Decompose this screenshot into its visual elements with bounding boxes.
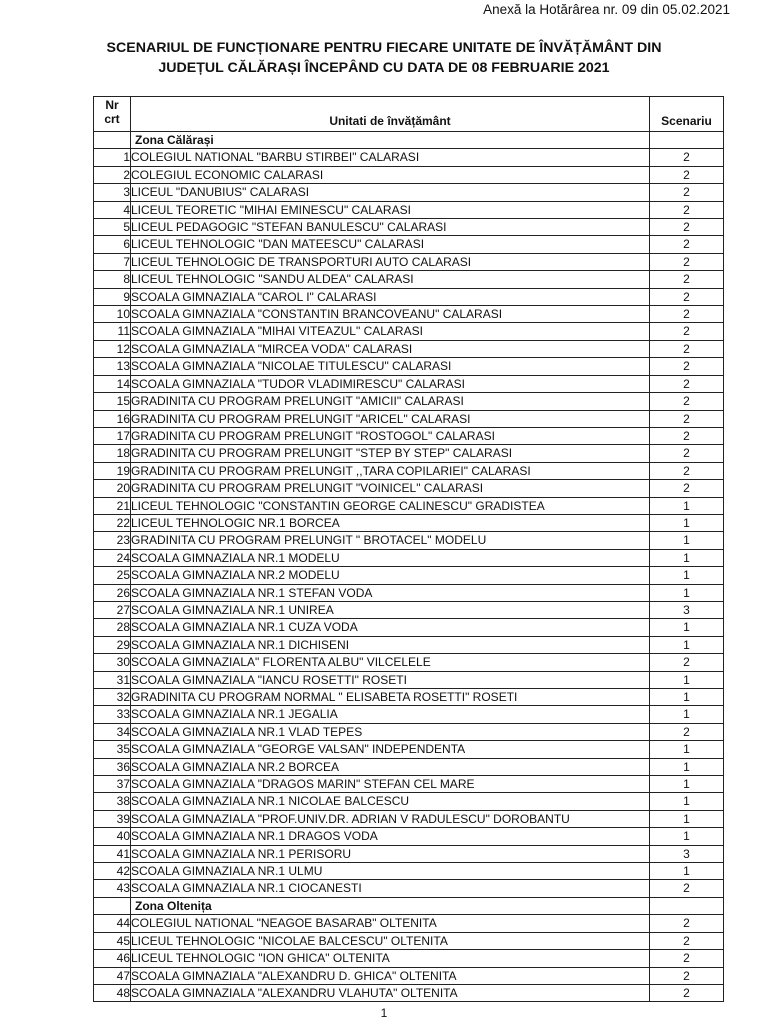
row-number: 19 xyxy=(94,462,131,479)
scenario-value: 2 xyxy=(650,410,724,427)
row-number: 23 xyxy=(94,532,131,549)
row-number: 32 xyxy=(94,689,131,706)
scenario-value: 2 xyxy=(650,950,724,967)
table-row xyxy=(94,184,724,201)
scenario-value: 2 xyxy=(650,236,724,253)
scenario-value: 2 xyxy=(650,219,724,236)
table-row xyxy=(94,671,724,688)
zone-scenario-cell xyxy=(650,132,724,149)
unit-name: SCOALA GIMNAZIALA "GEORGE VALSAN" INDEPENDENTA xyxy=(131,741,650,758)
table-row xyxy=(94,253,724,270)
row-number: 48 xyxy=(94,984,131,1001)
scenario-value: 2 xyxy=(650,445,724,462)
row-number: 10 xyxy=(94,306,131,323)
table-row xyxy=(94,149,724,166)
row-number: 35 xyxy=(94,741,131,758)
unit-name: GRADINITA CU PROGRAM PRELUNGIT "ROSTOGOL" CALARASI xyxy=(131,427,650,444)
unit-name: SCOALA GIMNAZIALA "PROF.UNIV.DR. ADRIAN V RADULESCU" DOROBANTU xyxy=(131,810,650,827)
table-row xyxy=(94,810,724,827)
scenario-value: 2 xyxy=(650,393,724,410)
scenario-value: 3 xyxy=(650,601,724,618)
unit-name: GRADINITA CU PROGRAM PRELUNGIT ,,TARA COPILARIEI" CALARASI xyxy=(131,462,650,479)
scenario-value: 1 xyxy=(650,549,724,566)
scenario-value: 2 xyxy=(650,288,724,305)
row-number: 37 xyxy=(94,776,131,793)
row-number: 21 xyxy=(94,497,131,514)
unit-name: COLEGIUL NATIONAL "NEAGOE BASARAB" OLTENITA xyxy=(131,915,650,932)
unit-name: SCOALA GIMNAZIALA "MIHAI VITEAZUL" CALARASI xyxy=(131,323,650,340)
row-number: 43 xyxy=(94,880,131,897)
unit-name: SCOALA GIMNAZIALA NR.1 NICOLAE BALCESCU xyxy=(131,793,650,810)
table-row xyxy=(94,723,724,740)
scenario-value: 1 xyxy=(650,532,724,549)
row-number: 42 xyxy=(94,863,131,880)
unit-name: GRADINITA CU PROGRAM PRELUNGIT "AMICII" CALARASI xyxy=(131,393,650,410)
scenario-value: 2 xyxy=(650,201,724,218)
table-row xyxy=(94,601,724,618)
scenario-value: 2 xyxy=(650,184,724,201)
table-row xyxy=(94,288,724,305)
row-number: 31 xyxy=(94,671,131,688)
unit-name: SCOALA GIMNAZIALA NR.1 CUZA VODA xyxy=(131,619,650,636)
scenario-value: 2 xyxy=(650,932,724,949)
table-row xyxy=(94,393,724,410)
zone-row xyxy=(94,897,724,914)
unit-name: SCOALA GIMNAZIALA" FLORENTA ALBU" VILCELELE xyxy=(131,654,650,671)
scenario-value: 2 xyxy=(650,306,724,323)
unit-name: SCOALA GIMNAZIALA NR.1 MODELU xyxy=(131,549,650,566)
unit-name: SCOALA GIMNAZIALA "DRAGOS MARIN" STEFAN CEL MARE xyxy=(131,776,650,793)
unit-name: GRADINITA CU PROGRAM PRELUNGIT "VOINICEL" CALARASI xyxy=(131,480,650,497)
unit-name: LICEUL TEHNOLOGIC "SANDU ALDEA" CALARASI xyxy=(131,271,650,288)
row-number: 16 xyxy=(94,410,131,427)
scenario-value: 2 xyxy=(650,654,724,671)
scenario-value: 1 xyxy=(650,776,724,793)
unit-name: LICEUL TEHNOLOGIC "ION GHICA" OLTENITA xyxy=(131,950,650,967)
table-row xyxy=(94,549,724,566)
scenario-value: 1 xyxy=(650,689,724,706)
unit-name: GRADINITA CU PROGRAM PRELUNGIT "ARICEL" CALARASI xyxy=(131,410,650,427)
row-number: 22 xyxy=(94,514,131,531)
row-number: 38 xyxy=(94,793,131,810)
scenario-value: 1 xyxy=(650,706,724,723)
row-number: 4 xyxy=(94,201,131,218)
row-number: 1 xyxy=(94,149,131,166)
header-scenario: Scenariu xyxy=(650,97,724,132)
table-row xyxy=(94,845,724,862)
row-number: 8 xyxy=(94,271,131,288)
scenario-value: 2 xyxy=(650,323,724,340)
row-number: 14 xyxy=(94,375,131,392)
table-row xyxy=(94,201,724,218)
scenario-value: 1 xyxy=(650,619,724,636)
table-row xyxy=(94,654,724,671)
table-row xyxy=(94,984,724,1001)
row-number: 41 xyxy=(94,845,131,862)
table-row xyxy=(94,306,724,323)
scenario-value: 1 xyxy=(650,810,724,827)
scenario-value: 2 xyxy=(650,915,724,932)
title-line-1: SCENARIUL DE FUNCȚIONARE PENTRU FIECARE UNITATE DE ÎNVĂȚĂMÂNT DIN xyxy=(106,40,662,56)
scenario-value: 1 xyxy=(650,863,724,880)
scenario-value: 2 xyxy=(650,358,724,375)
row-number: 20 xyxy=(94,480,131,497)
row-number: 9 xyxy=(94,288,131,305)
zone-name: Zona Oltenița xyxy=(131,897,650,914)
row-number: 36 xyxy=(94,758,131,775)
unit-name: LICEUL TEHNOLOGIC "CONSTANTIN GEORGE CALINESCU" GRADISTEA xyxy=(131,497,650,514)
row-number: 3 xyxy=(94,184,131,201)
scenario-value: 1 xyxy=(650,567,724,584)
table-row xyxy=(94,166,724,183)
unit-name: SCOALA GIMNAZIALA NR.1 PERISORU xyxy=(131,845,650,862)
unit-name: COLEGIUL ECONOMIC CALARASI xyxy=(131,166,650,183)
row-number: 15 xyxy=(94,393,131,410)
table-row xyxy=(94,967,724,984)
row-number: 44 xyxy=(94,915,131,932)
scenario-value: 2 xyxy=(650,427,724,444)
header-nr: Nr xyxy=(105,98,119,112)
table-row xyxy=(94,793,724,810)
unit-name: SCOALA GIMNAZIALA "ALEXANDRU D. GHICA" OLTENITA xyxy=(131,967,650,984)
row-number: 6 xyxy=(94,236,131,253)
unit-name: LICEUL TEORETIC "MIHAI EMINESCU" CALARASI xyxy=(131,201,650,218)
table-row xyxy=(94,271,724,288)
scenario-value: 2 xyxy=(650,462,724,479)
scenario-value: 1 xyxy=(650,793,724,810)
unit-name: SCOALA GIMNAZIALA "ALEXANDRU VLAHUTA" OLTENITA xyxy=(131,984,650,1001)
scenario-value: 1 xyxy=(650,741,724,758)
unit-name: SCOALA GIMNAZIALA NR.1 STEFAN VODA xyxy=(131,584,650,601)
table-row xyxy=(94,619,724,636)
scenario-value: 2 xyxy=(650,480,724,497)
table-row xyxy=(94,497,724,514)
row-number: 27 xyxy=(94,601,131,618)
unit-name: SCOALA GIMNAZIALA NR.2 MODELU xyxy=(131,567,650,584)
row-number: 24 xyxy=(94,549,131,566)
scenario-value: 1 xyxy=(650,671,724,688)
table-row xyxy=(94,358,724,375)
zone-nr-cell xyxy=(94,132,131,149)
row-number: 47 xyxy=(94,967,131,984)
table-row xyxy=(94,480,724,497)
zone-name: Zona Călărași xyxy=(131,132,650,149)
scenario-value: 2 xyxy=(650,166,724,183)
zone-nr-cell xyxy=(94,897,131,914)
row-number: 40 xyxy=(94,828,131,845)
unit-name: LICEUL "DANUBIUS" CALARASI xyxy=(131,184,650,201)
row-number: 46 xyxy=(94,950,131,967)
table-row xyxy=(94,828,724,845)
scenario-value: 1 xyxy=(650,514,724,531)
scenario-value: 2 xyxy=(650,149,724,166)
units-table xyxy=(93,96,724,1002)
unit-name: SCOALA GIMNAZIALA "CAROL I" CALARASI xyxy=(131,288,650,305)
table-header-row xyxy=(94,97,724,132)
row-number: 25 xyxy=(94,567,131,584)
scenario-value: 3 xyxy=(650,845,724,862)
row-number: 2 xyxy=(94,166,131,183)
unit-name: SCOALA GIMNAZIALA "TUDOR VLADIMIRESCU" CALARASI xyxy=(131,375,650,392)
table-row xyxy=(94,532,724,549)
table-row xyxy=(94,758,724,775)
table-row xyxy=(94,427,724,444)
scenario-value: 2 xyxy=(650,375,724,392)
unit-name: GRADINITA CU PROGRAM PRELUNGIT "STEP BY STEP" CALARASI xyxy=(131,445,650,462)
scenario-value: 1 xyxy=(650,497,724,514)
table-row xyxy=(94,375,724,392)
table-row xyxy=(94,706,724,723)
scenario-value: 2 xyxy=(650,967,724,984)
table-row xyxy=(94,776,724,793)
table-row xyxy=(94,915,724,932)
unit-name: SCOALA GIMNAZIALA "CONSTANTIN BRANCOVEANU" CALARASI xyxy=(131,306,650,323)
table-row xyxy=(94,445,724,462)
table-row xyxy=(94,880,724,897)
header-crt: crt xyxy=(104,112,120,126)
unit-name: SCOALA GIMNAZIALA NR.1 DICHISENI xyxy=(131,636,650,653)
row-number: 28 xyxy=(94,619,131,636)
row-number: 34 xyxy=(94,723,131,740)
table-row xyxy=(94,741,724,758)
unit-name: SCOALA GIMNAZIALA NR.2 BORCEA xyxy=(131,758,650,775)
unit-name: SCOALA GIMNAZIALA NR.1 VLAD TEPES xyxy=(131,723,650,740)
scenario-value: 2 xyxy=(650,253,724,270)
row-number: 18 xyxy=(94,445,131,462)
unit-name: LICEUL TEHNOLOGIC DE TRANSPORTURI AUTO CALARASI xyxy=(131,253,650,270)
scenario-value: 1 xyxy=(650,828,724,845)
row-number: 5 xyxy=(94,219,131,236)
unit-name: LICEUL TEHNOLOGIC "NICOLAE BALCESCU" OLTENITA xyxy=(131,932,650,949)
table-row xyxy=(94,689,724,706)
row-number: 12 xyxy=(94,340,131,357)
table-row xyxy=(94,567,724,584)
document-title xyxy=(60,38,708,78)
row-number: 45 xyxy=(94,932,131,949)
scenario-value: 1 xyxy=(650,584,724,601)
scenario-value: 2 xyxy=(650,984,724,1001)
row-number: 29 xyxy=(94,636,131,653)
unit-name: LICEUL PEDAGOGIC "STEFAN BANULESCU" CALARASI xyxy=(131,219,650,236)
table-row xyxy=(94,219,724,236)
unit-name: SCOALA GIMNAZIALA NR.1 ULMU xyxy=(131,863,650,880)
table-row xyxy=(94,323,724,340)
table-row xyxy=(94,932,724,949)
scenario-value: 2 xyxy=(650,340,724,357)
scenario-value: 2 xyxy=(650,880,724,897)
row-number: 30 xyxy=(94,654,131,671)
row-number: 33 xyxy=(94,706,131,723)
unit-name: SCOALA GIMNAZIALA "NICOLAE TITULESCU" CALARASI xyxy=(131,358,650,375)
unit-name: GRADINITA CU PROGRAM NORMAL " ELISABETA ROSETTI" ROSETI xyxy=(131,689,650,706)
table-row xyxy=(94,514,724,531)
scenario-value: 2 xyxy=(650,271,724,288)
table-row xyxy=(94,636,724,653)
row-number: 39 xyxy=(94,810,131,827)
row-number: 17 xyxy=(94,427,131,444)
unit-name: LICEUL TEHNOLOGIC NR.1 BORCEA xyxy=(131,514,650,531)
scenario-value: 1 xyxy=(650,758,724,775)
unit-name: SCOALA GIMNAZIALA "MIRCEA VODA" CALARASI xyxy=(131,340,650,357)
table-row xyxy=(94,462,724,479)
unit-name: SCOALA GIMNAZIALA NR.1 UNIREA xyxy=(131,601,650,618)
title-line-2: JUDEȚUL CĂLĂRAȘI ÎNCEPÂND CU DATA DE 08 FEBRUARIE 2021 xyxy=(158,60,610,76)
row-number: 11 xyxy=(94,323,131,340)
table-row xyxy=(94,950,724,967)
unit-name: COLEGIUL NATIONAL "BARBU STIRBEI" CALARASI xyxy=(131,149,650,166)
header-nr-crt xyxy=(94,97,131,132)
table-row xyxy=(94,236,724,253)
header-unit-name: Unitati de învățământ xyxy=(131,97,650,132)
zone-scenario-cell xyxy=(650,897,724,914)
unit-name: SCOALA GIMNAZIALA "IANCU ROSETTI" ROSETI xyxy=(131,671,650,688)
scenario-value: 1 xyxy=(650,636,724,653)
annex-reference: Anexă la Hotărârea nr. 09 din 05.02.2021 xyxy=(483,2,730,17)
zone-row xyxy=(94,132,724,149)
table-row xyxy=(94,340,724,357)
row-number: 13 xyxy=(94,358,131,375)
unit-name: GRADINITA CU PROGRAM PRELUNGIT " BROTACEL" MODELU xyxy=(131,532,650,549)
unit-name: SCOALA GIMNAZIALA NR.1 JEGALIA xyxy=(131,706,650,723)
row-number: 26 xyxy=(94,584,131,601)
unit-name: SCOALA GIMNAZIALA NR.1 CIOCANESTI xyxy=(131,880,650,897)
table-row xyxy=(94,410,724,427)
scenario-value: 2 xyxy=(650,723,724,740)
row-number: 7 xyxy=(94,253,131,270)
unit-name: LICEUL TEHNOLOGIC "DAN MATEESCU" CALARASI xyxy=(131,236,650,253)
page-number: 1 xyxy=(380,1006,388,1020)
unit-name: SCOALA GIMNAZIALA NR.1 DRAGOS VODA xyxy=(131,828,650,845)
table-row xyxy=(94,584,724,601)
table-row xyxy=(94,863,724,880)
